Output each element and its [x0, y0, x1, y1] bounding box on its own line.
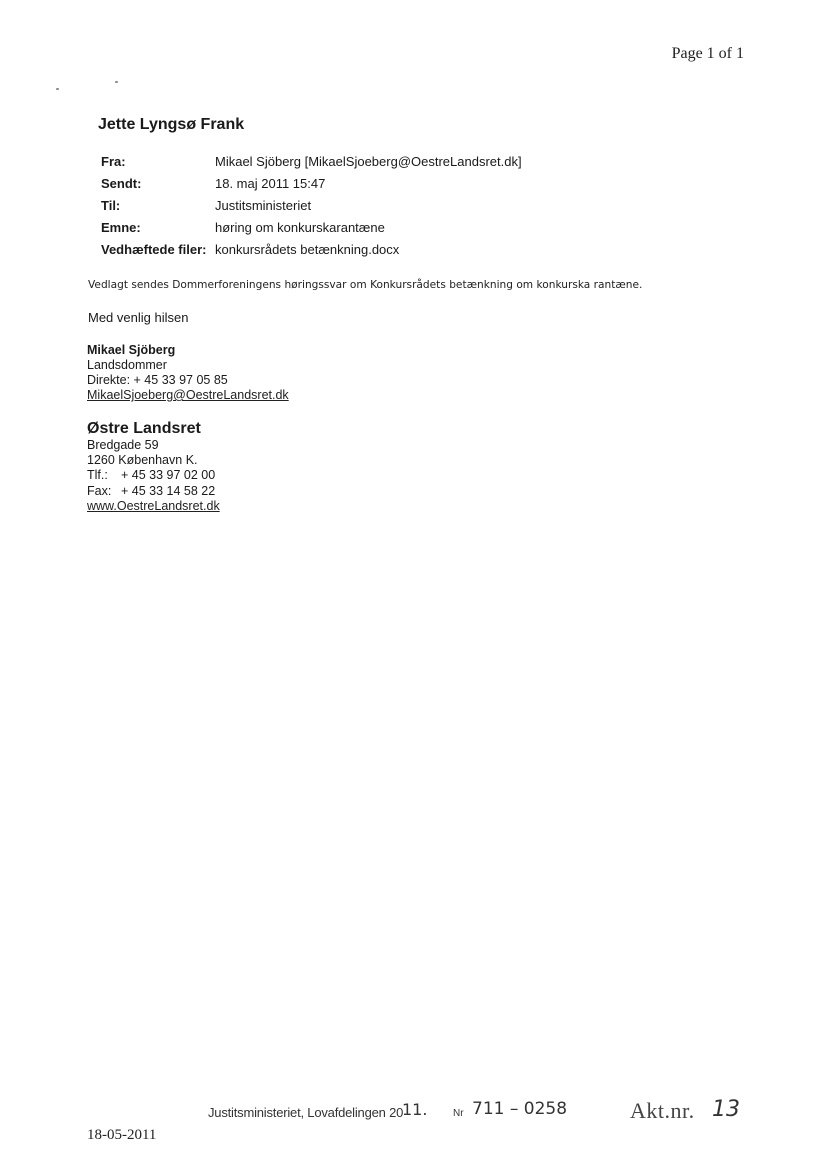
header-label: Sendt: [101, 175, 142, 191]
signature [87, 343, 289, 403]
header-sent [101, 172, 522, 194]
court-fax-row [87, 484, 220, 499]
handwritten-akt-number: 13 [712, 1097, 740, 1122]
stamp-nr-label: Nr [453, 1108, 464, 1119]
scan-speck [56, 88, 59, 90]
signature-direct-phone: Direkte: + 45 33 97 05 85 [87, 373, 228, 387]
signature-email-link[interactable]: MikaelSjoeberg@OestreLandsret.dk [87, 388, 289, 402]
mailbox-owner: Jette Lyngsø Frank [98, 116, 245, 133]
court-block [87, 419, 220, 514]
phone-value: + 45 33 97 02 00 [121, 468, 216, 483]
court-city: 1260 København K. [87, 453, 198, 468]
akt-nr-label: Akt.nr. [630, 1098, 695, 1123]
header-to [101, 194, 522, 216]
footer-date: 18-05-2011 [87, 1127, 157, 1143]
header-value: Mikael Sjöberg [MikaelSjoeberg@OestreLandsret.dk] [215, 153, 522, 169]
court-website-link[interactable]: www.OestreLandsret.dk [87, 498, 220, 513]
handwritten-case-number: 711 – 0258 [472, 1099, 568, 1119]
header-label: Til: [101, 197, 121, 213]
ministry-stamp: Justitsministeriet, Lovafdelingen 20 [208, 1105, 404, 1120]
header-value: 18. maj 2011 15:47 [215, 175, 326, 191]
email-body: Vedlagt sendes Dommerforeningens høringssvar om Konkursrådets betænkning om konkurska rantæne. [88, 279, 643, 291]
handwritten-year: 11. [402, 1100, 428, 1119]
scan-speck [115, 81, 118, 83]
fax-value: + 45 33 14 58 22 [121, 483, 216, 498]
court-phone-row [87, 468, 220, 483]
header-label: Vedhæftede filer: [101, 241, 207, 257]
signature-name: Mikael Sjöberg [87, 343, 176, 357]
court-street: Bredgade 59 [87, 438, 159, 452]
greeting: Med venlig hilsen [88, 310, 189, 325]
page-number: Page 1 of 1 [671, 45, 744, 62]
header-subject [101, 216, 522, 238]
header-label: Emne: [101, 219, 141, 235]
header-label: Fra: [101, 153, 126, 169]
court-name: Østre Landsret [87, 420, 201, 437]
phone-label: Tlf.: [87, 468, 108, 483]
signature-title: Landsdommer [87, 358, 167, 372]
fax-label: Fax: [87, 483, 112, 498]
header-attachments [101, 238, 522, 260]
email-headers [101, 150, 522, 260]
header-value: Justitsministeriet [215, 197, 312, 213]
header-value: høring om konkurskarantæne [215, 219, 385, 235]
header-from [101, 150, 522, 172]
header-value: konkursrådets betænkning.docx [215, 241, 400, 257]
